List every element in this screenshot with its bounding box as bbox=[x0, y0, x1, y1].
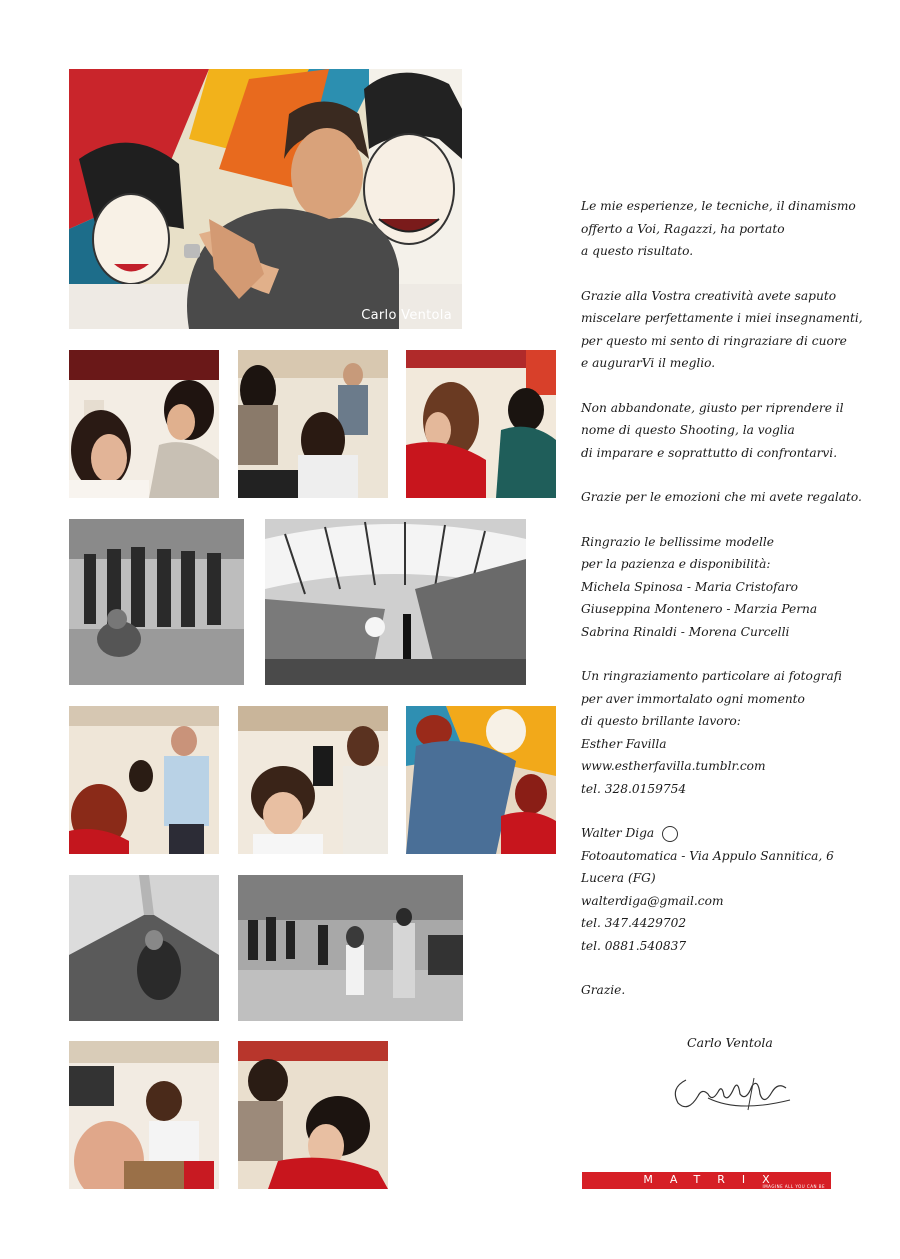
salon-photo-5 bbox=[238, 706, 388, 854]
hero-caption: Carlo Ventola bbox=[361, 308, 452, 323]
salon-photo-4 bbox=[69, 706, 219, 854]
brand-tagline: IMAGINE ALL YOU CAN BE bbox=[762, 1184, 825, 1189]
paragraph-intro: Le mie esperienze, le tecniche, il dinamismo offerto a Voi, Ragazzi, ha portato a questo risultato. bbox=[581, 199, 856, 258]
salon-photo-2 bbox=[238, 350, 388, 498]
thank-you-letter bbox=[581, 195, 881, 1024]
salon-photo-6 bbox=[406, 706, 556, 854]
bw-tunnel-photo bbox=[265, 519, 526, 685]
paragraph-photographer-walter: Walter Diga Fotoautomatica - Via Appulo Sannitica, 6 Lucera (FG) walterdiga@gmail.com tel. 347.4429702 tel. 0881.540837 bbox=[581, 826, 834, 953]
salon-photo-8 bbox=[238, 1041, 388, 1189]
paragraph-encouragement: Non abbandonate, giusto per riprendere il nome di questo Shooting, la voglia di imparare e soprattutto di confrontarvi. bbox=[581, 400, 844, 460]
signature-name: Carlo Ventola bbox=[687, 1035, 773, 1050]
salon-photo-7 bbox=[69, 1041, 219, 1189]
paragraph-emotions: Grazie per le emozioni che mi avete regalato. bbox=[581, 490, 862, 504]
salon-photo-1 bbox=[69, 350, 219, 498]
brand-wordmark: MATRIX bbox=[643, 1173, 787, 1186]
paragraph-closing: Grazie. bbox=[581, 983, 626, 997]
paragraph-photographer-esther: Un ringraziamento particolare ai fotografi per aver immortalato ogni momento di questo brillante lavoro: Esther Favilla www.estherfavilla.tumblr.com tel. 328.0159754 bbox=[581, 669, 842, 796]
salon-photo-3 bbox=[406, 350, 556, 498]
paragraph-models: Ringrazio le bellissime modelle per la pazienza e disponibilità: Michela Spinosa - Maria Cristofaro Giuseppina Montenero - Marzia Perna Sabrina Rinaldi - Morena Curcelli bbox=[581, 534, 818, 639]
paragraph-creativity: Grazie alla Vostra creatività avete saputo miscelare perfettamente i miei insegnamenti, per questo mi sento di ringraziare di cuore e augurarVi il meglio. bbox=[581, 288, 863, 370]
handwritten-signature bbox=[668, 1058, 798, 1118]
bw-rails-photo bbox=[69, 875, 219, 1021]
bw-shooting-photo bbox=[238, 875, 463, 1021]
bw-group-photo bbox=[69, 519, 244, 685]
hero-photo bbox=[69, 69, 462, 329]
camera-logo-icon bbox=[662, 826, 678, 842]
matrix-logo-bar bbox=[582, 1172, 831, 1189]
